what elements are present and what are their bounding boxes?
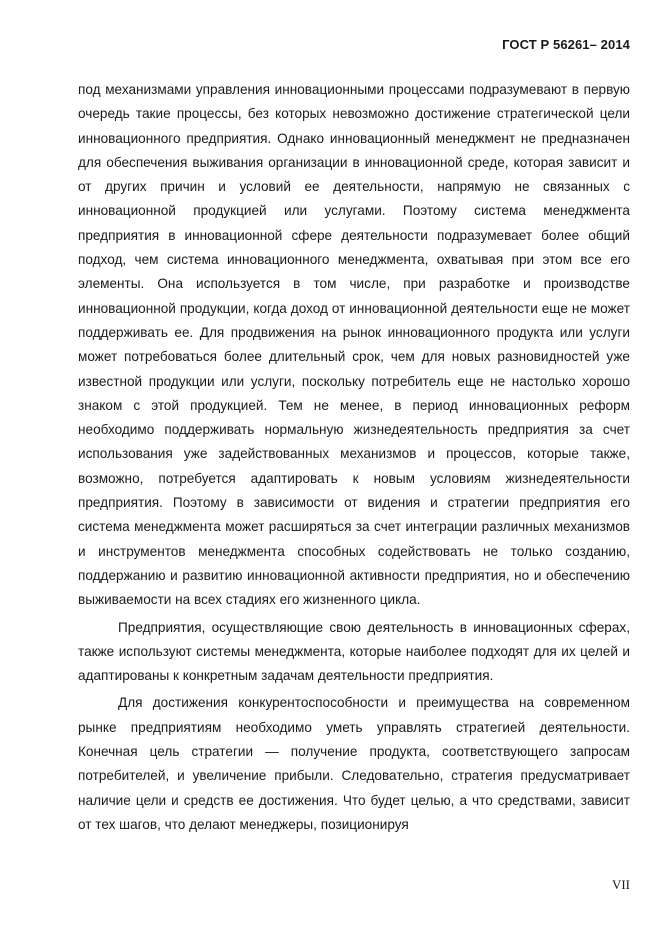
paragraph-2: Предприятия, осуществляющие свою деятельность в инновационных сферах, также используют системы менеджмента, которые наиболее подходят для их целей и адаптированы к конкретным задачам деятельности предприятия. bbox=[78, 619, 630, 684]
paragraph-1: под механизмами управления инновационными процессами подразумевают в первую очередь такие процессы, без которых невозможно достижение стратегической цели инновационного предприятия. Однако инновационный менеджмент не предназначен для обеспечения выживания организации в инновационной среде, которая зависит и от других причин и условий ее деятельности, напрямую не связанных с инновационной продукцией или услугами. Поэтому система менеджмента предприятия в инновационной сфере деятельности подразумевает более общий подход, чем система инновационного менеджмента, охватывая при этом все его элементы. Она используется в том числе, при разработке и производстве инновационной продукции, когда доход от инновационной деятельности еще не может поддерживать ее. Для продвижения на рынок инновационного продукта или услуги может потребоваться более длительный срок, чем для новых разновидностей уже известной продукции или услуги, поскольку потребитель еще не настолько хорошо знаком с этой продукцией. Тем не менее, в период инновационных реформ необходимо поддерживать нормальную жизнедеятельность предприятия за счет использования уже задействованных механизмов и процессов, которые также, возможно, потребуется адаптировать к новым условиям жизнедеятельности предприятия. Поэтому в зависимости от видения и стратегии предприятия его система менеджмента может расширяться за счет интеграции различных механизмов и инструментов менеджмента способных содействовать не только созданию, поддержанию и развитию инновационной активности предприятия, но и обеспечению выживаемости на всех стадиях его жизненного цикла. bbox=[78, 82, 630, 608]
page-number: VII bbox=[611, 877, 630, 892]
document-body bbox=[78, 78, 630, 837]
paragraph-3: Для достижения конкурентоспособности и преимущества на современном рынке предприятиям необходимо уметь управлять стратегией деятельности. Конечная цель стратегии — получение продукта, соответствующего запросам потребителей, и увеличение прибыли. Следовательно, стратегия предусматривает наличие цели и средств ее достижения. Что будет целью, а что средствами, зависит от тех шагов, что делают менеджеры, позиционируя bbox=[78, 695, 630, 832]
document-header-standard-code: ГОСТ Р 56261– 2014 bbox=[502, 37, 630, 52]
